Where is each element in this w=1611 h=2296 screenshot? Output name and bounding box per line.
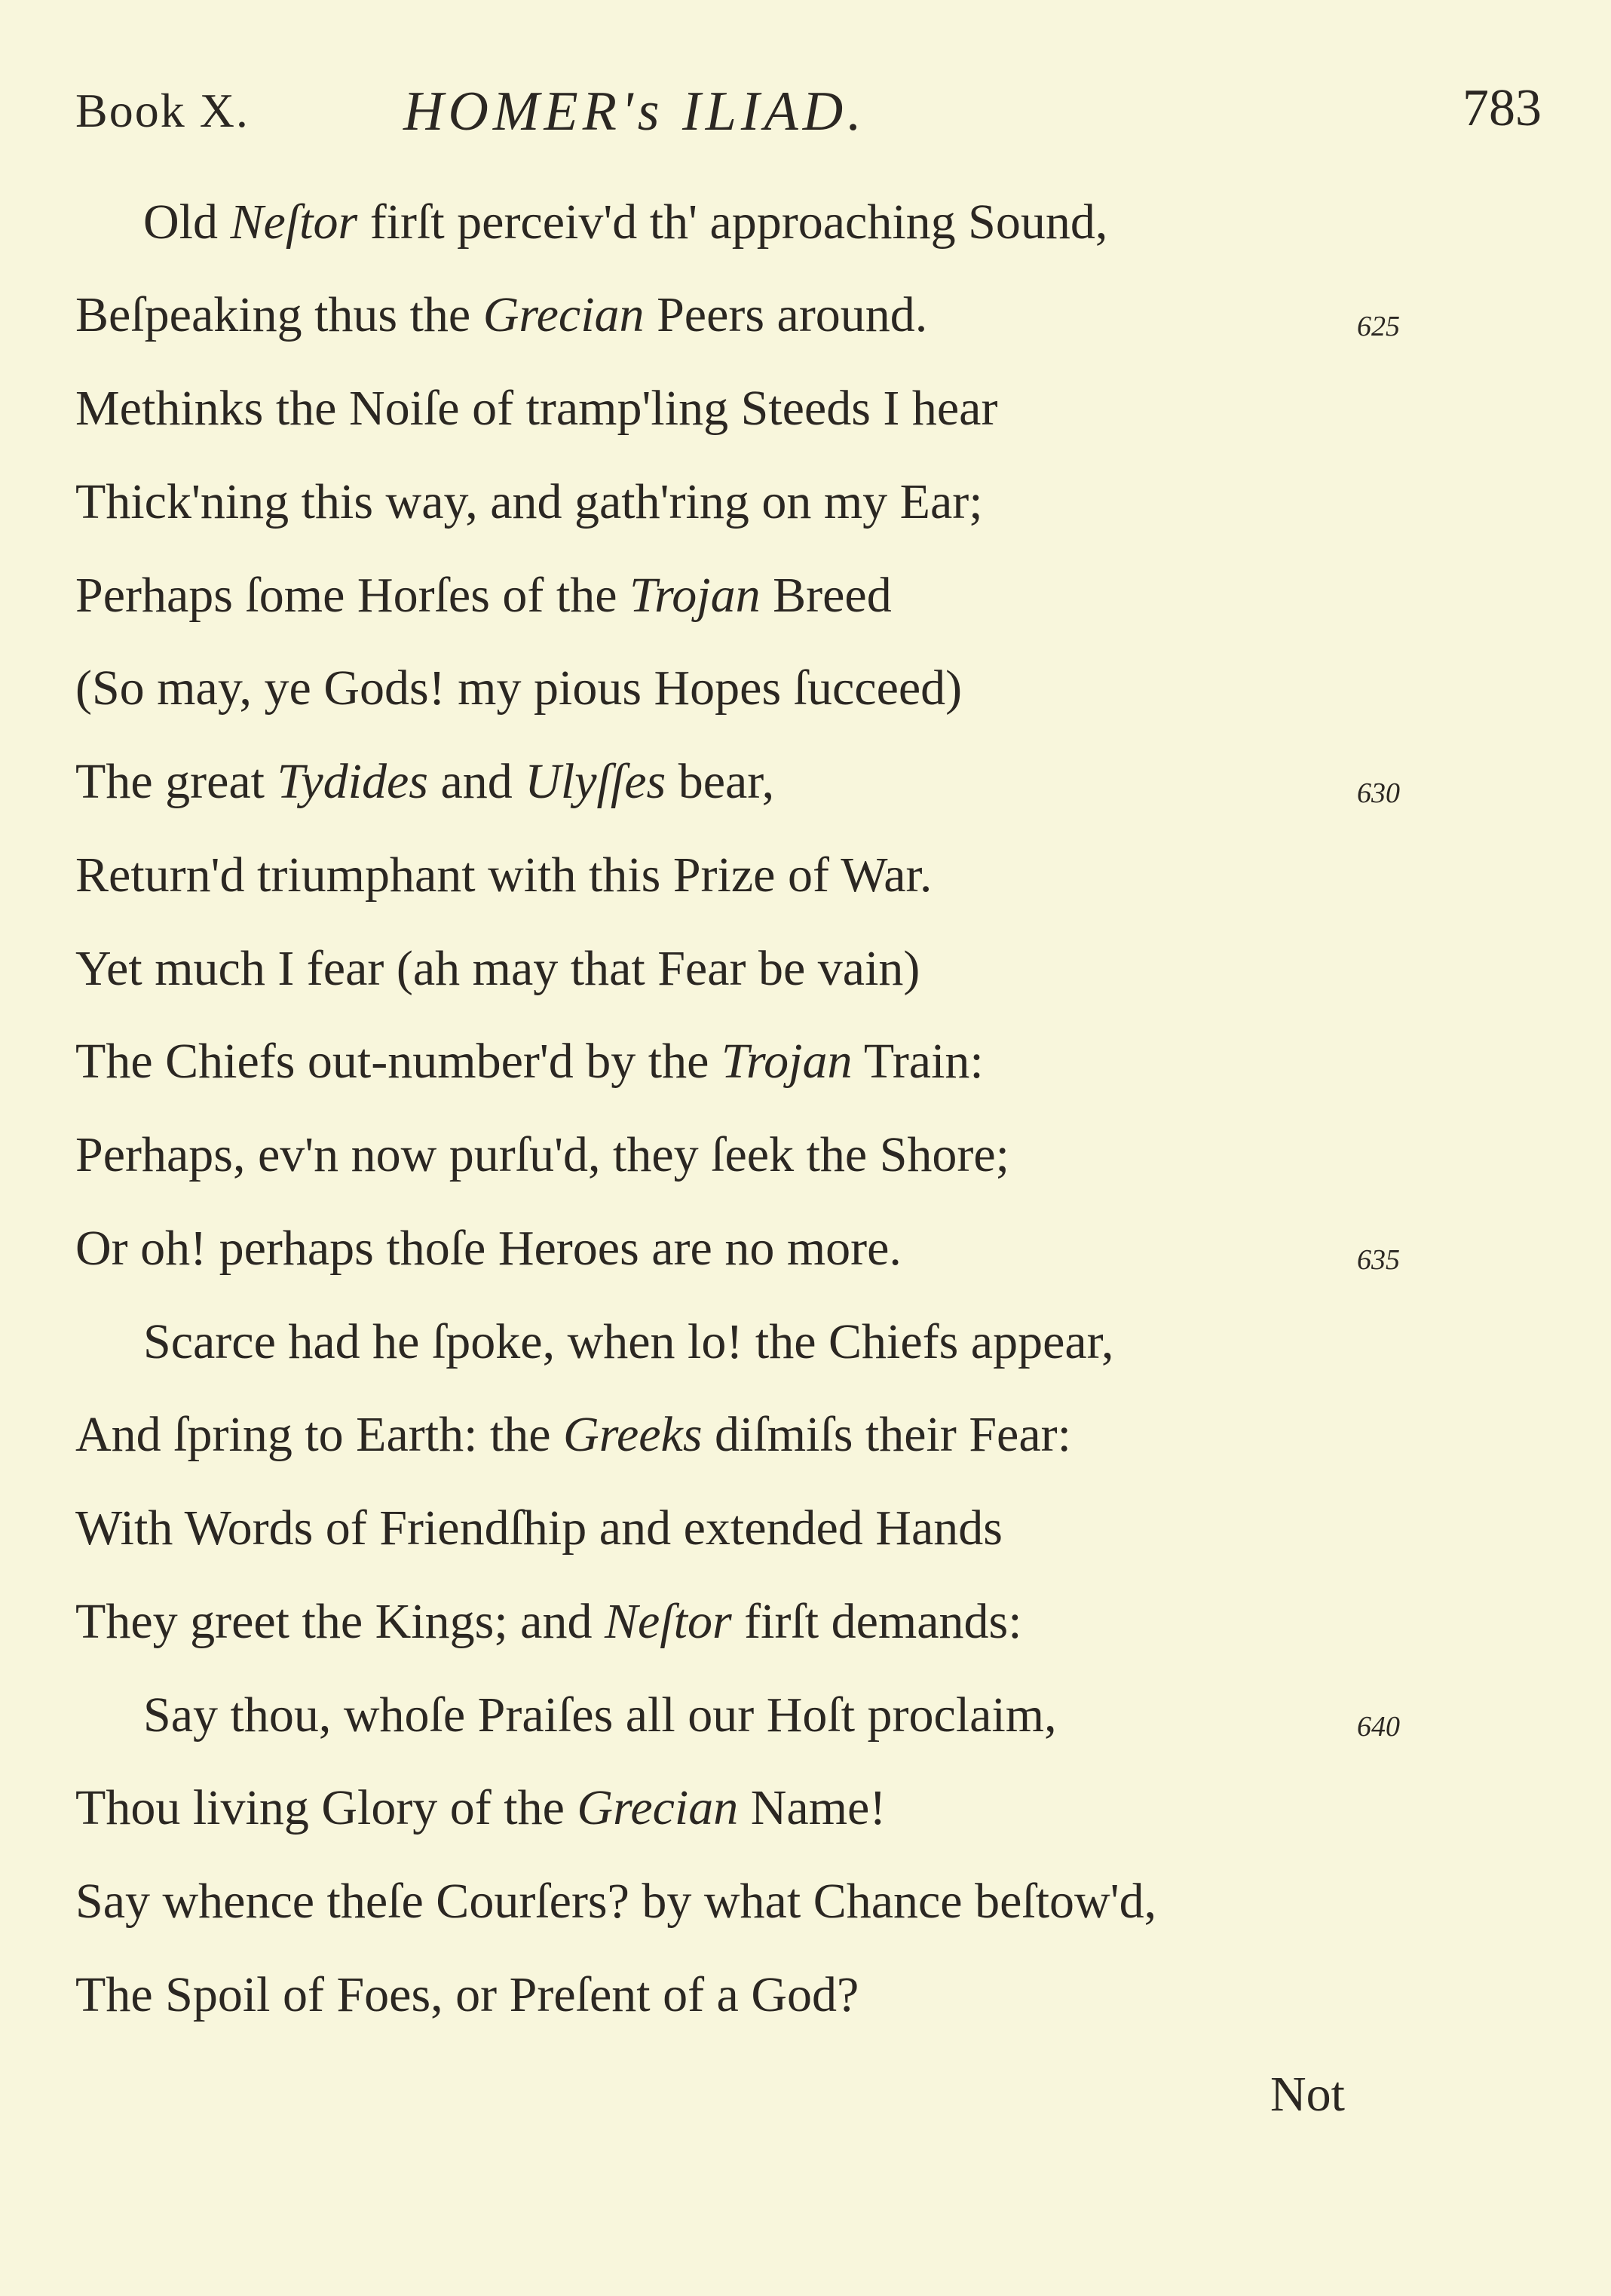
verse-line: Thick'ning this way, and gath'ring on my Ear;: [75, 474, 983, 529]
verse-line: Say thou, whoſe Praiſes all our Hoſt proclaim,: [143, 1688, 1057, 1743]
verse-line: Methinks the Noiſe of tramp'ling Steeds I hear: [75, 381, 998, 436]
verse-line: They greet the Kings; and Neſtor firſt demands:: [75, 1594, 1022, 1649]
verse-line: Say whence theſe Courſers? by what Chance beſtow'd,: [75, 1874, 1157, 1929]
verse-line: (So may, ye Gods! my pious Hopes ſucceed): [75, 661, 963, 716]
verse-line: With Words of Friendſhip and extended Hands: [75, 1501, 1003, 1556]
verse-line: Perhaps ſome Horſes of the Trojan Breed: [75, 568, 892, 623]
verse-line: Old Neſtor firſt perceiv'd th' approaching Sound,: [143, 195, 1108, 250]
verse-line: Return'd triumphant with this Prize of War.: [75, 848, 933, 903]
verse-line: The Chiefs out-number'd by the Trojan Train:: [75, 1034, 984, 1089]
verse-line: The great Tydides and Ulyſſes bear,: [75, 754, 775, 809]
line-number: 630: [1357, 777, 1400, 809]
verse-line: Yet much I fear (ah may that Fear be vain): [75, 941, 920, 996]
line-number: 625: [1357, 311, 1400, 342]
verse-line: Beſpeaking thus the Grecian Peers around.: [75, 287, 928, 342]
line-number: 640: [1357, 1711, 1400, 1743]
book-label: Book X.: [75, 84, 250, 137]
verse-line: Scarce had he ſpoke, when lo! the Chiefs appear,: [143, 1314, 1114, 1369]
verse-line: Perhaps, ev'n now purſu'd, they ſeek the Shore;: [75, 1127, 1010, 1182]
catchword: Not: [1270, 2067, 1345, 2122]
page-number: 783: [1462, 79, 1542, 137]
verse-line: Or oh! perhaps thoſe Heroes are no more.: [75, 1221, 902, 1276]
verse-line: And ſpring to Earth: the Greeks diſmiſs their Fear:: [75, 1407, 1071, 1462]
line-number: 635: [1357, 1244, 1400, 1276]
running-title: HOMER's ILIAD.: [403, 81, 866, 143]
verse-line: The Spoil of Foes, or Preſent of a God?: [75, 1967, 859, 2022]
verse-line: Thou living Glory of the Grecian Name!: [75, 1780, 887, 1835]
